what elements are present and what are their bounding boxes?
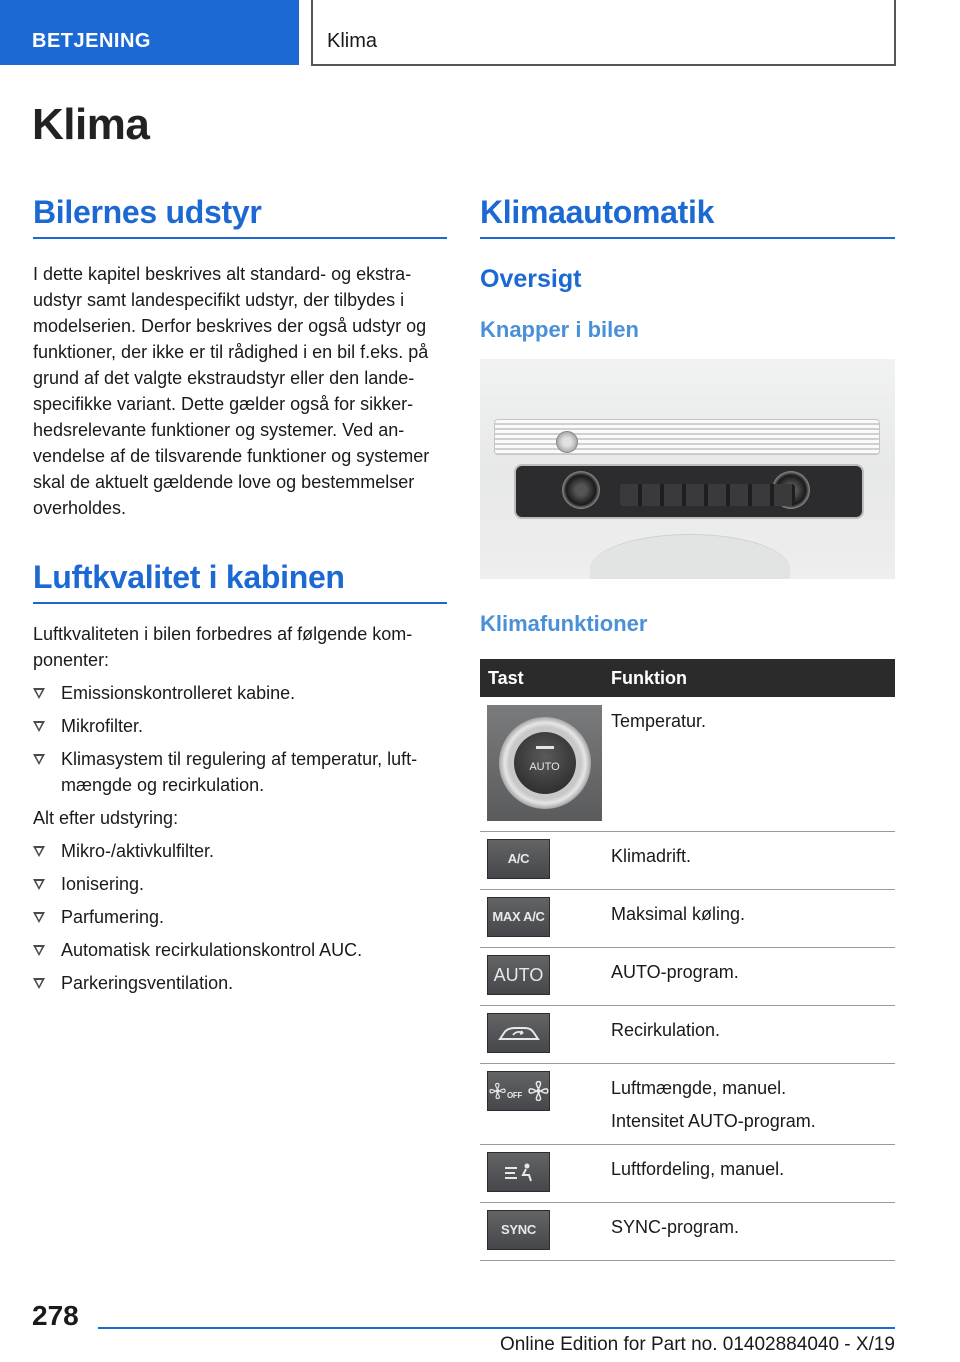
equipment-paragraph: I dette kapitel beskrives alt standard- og ekstraudstyr samt landespecifikt udstyr, der tilbydes i modelserien. Derfor beskrives der også udstyr og funktioner, der ikke er til rådighed i en bil f.eks. på grund af det valgte ekstraudstyr eller den landespecifikke variant. Dette gælder også for sikkerhedsrelevante funktioner og systemer. Ved anvendelse af de tilsvarende funktioner og systemer skal de aktuelt gældende love og bestemmelser overholdes. — [33, 264, 430, 518]
table-row — [480, 948, 895, 1006]
triangle-bullet-icon — [33, 846, 45, 857]
ac-button-icon: A/C — [487, 839, 550, 879]
console-graphic — [590, 534, 790, 579]
right-column — [480, 190, 895, 1261]
optional-list — [33, 838, 447, 996]
list-item-text: Parfumering. — [61, 907, 165, 927]
recirculation-car-glyph — [497, 1022, 541, 1044]
list-item — [33, 904, 447, 930]
table-row — [480, 697, 895, 832]
vent-graphic — [494, 419, 880, 455]
list-item-text: Emissionskontrolleret kabine. — [61, 683, 296, 703]
heading-buttons-in-car: Knapper i bilen — [480, 317, 639, 342]
triangle-bullet-icon — [33, 945, 45, 956]
list-item — [33, 746, 447, 798]
fan-small-icon — [488, 1081, 507, 1101]
climate-functions-table — [480, 659, 895, 1261]
heading-air-quality: Luftkvalitet i kabinen — [33, 555, 447, 604]
page-title: Klima — [32, 100, 150, 149]
table-row — [480, 1064, 895, 1145]
list-item — [33, 713, 447, 739]
list-item — [33, 871, 447, 897]
row-text: Recirkulation. — [611, 1020, 721, 1040]
row-text: SYNC-program. — [611, 1217, 740, 1237]
heading-equipment: Bilernes udstyr — [33, 190, 447, 239]
climate-panel-photo — [480, 359, 895, 579]
list-item — [33, 838, 447, 864]
table-row — [480, 1203, 895, 1261]
knob-label: AUTO — [529, 761, 560, 773]
heading-climate-functions: Klimafunktioner — [480, 611, 648, 636]
row-text: Temperatur. — [611, 711, 707, 731]
minus-icon — [536, 746, 554, 749]
heading-climate-control: Klimaautomatik — [480, 190, 895, 239]
triangle-bullet-icon — [33, 721, 45, 732]
list-item-text: Mikro-/aktivkulfilter. — [61, 841, 215, 861]
triangle-bullet-icon — [33, 688, 45, 699]
row-text: AUTO-program. — [611, 962, 739, 982]
footer-divider — [98, 1327, 895, 1329]
list-item — [33, 937, 447, 963]
fan-large-icon — [528, 1080, 549, 1102]
header-section-tab: BETJENING — [0, 0, 299, 65]
air-quality-intro: Luftkvaliteten i bilen forbedres af følgende komponenter: — [33, 624, 413, 670]
auto-button-icon: AUTO — [487, 955, 550, 995]
triangle-bullet-icon — [33, 754, 45, 765]
triangle-bullet-icon — [33, 978, 45, 989]
equipment-dependent-intro: Alt efter udstyring: — [33, 808, 179, 828]
triangle-bullet-icon — [33, 912, 45, 923]
heading-overview: Oversigt — [480, 265, 582, 293]
knob-center — [514, 732, 576, 794]
row-text: Luftfordeling, manuel. — [611, 1159, 785, 1179]
row-text: Klimadrift. — [611, 846, 692, 866]
footer-edition: Online Edition for Part no. 01402884040 - X/19 — [499, 1334, 895, 1355]
table-row — [480, 1145, 895, 1203]
fan-off-label: OFF — [507, 1091, 523, 1100]
left-column — [33, 190, 447, 996]
list-item — [33, 680, 447, 706]
recirculation-icon — [487, 1013, 550, 1053]
column-header-key: Tast — [480, 659, 606, 697]
sync-button-icon: SYNC — [487, 1210, 550, 1250]
air-distribution-icon — [487, 1152, 550, 1192]
volume-knob-graphic — [556, 431, 578, 453]
table-row — [480, 832, 895, 890]
header-chapter: Klima — [311, 0, 896, 66]
button-row-graphic — [620, 484, 795, 506]
fan-speed-icon — [487, 1071, 550, 1111]
list-item-text: Klimasystem til regulering af temperatur, luftmængde og recirkulation. — [61, 749, 418, 795]
row-text: Maksimal køling. — [611, 904, 746, 924]
list-item-text: Ionisering. — [61, 874, 145, 894]
list-item-text: Automatisk recirkulationskontrol AUC. — [61, 940, 363, 960]
row-text: Luftmængde, manuel. — [611, 1078, 787, 1098]
table-header-row — [480, 659, 895, 697]
temperature-knob-icon — [487, 705, 602, 821]
column-header-function: Funktion — [606, 659, 895, 697]
page-number: 278 — [32, 1300, 79, 1331]
row-text-secondary: Intensitet AUTO-program. — [611, 1111, 816, 1131]
table-row — [480, 1006, 895, 1064]
left-temp-knob-graphic — [562, 471, 600, 509]
air-distribution-glyph — [501, 1161, 537, 1183]
table-row — [480, 890, 895, 948]
list-item — [33, 970, 447, 996]
list-item-text: Parkeringsventilation. — [61, 973, 234, 993]
triangle-bullet-icon — [33, 879, 45, 890]
knob-ring — [499, 717, 591, 809]
component-list — [33, 680, 447, 798]
max-ac-button-icon: MAX A/C — [487, 897, 550, 937]
list-item-text: Mikrofilter. — [61, 716, 144, 736]
